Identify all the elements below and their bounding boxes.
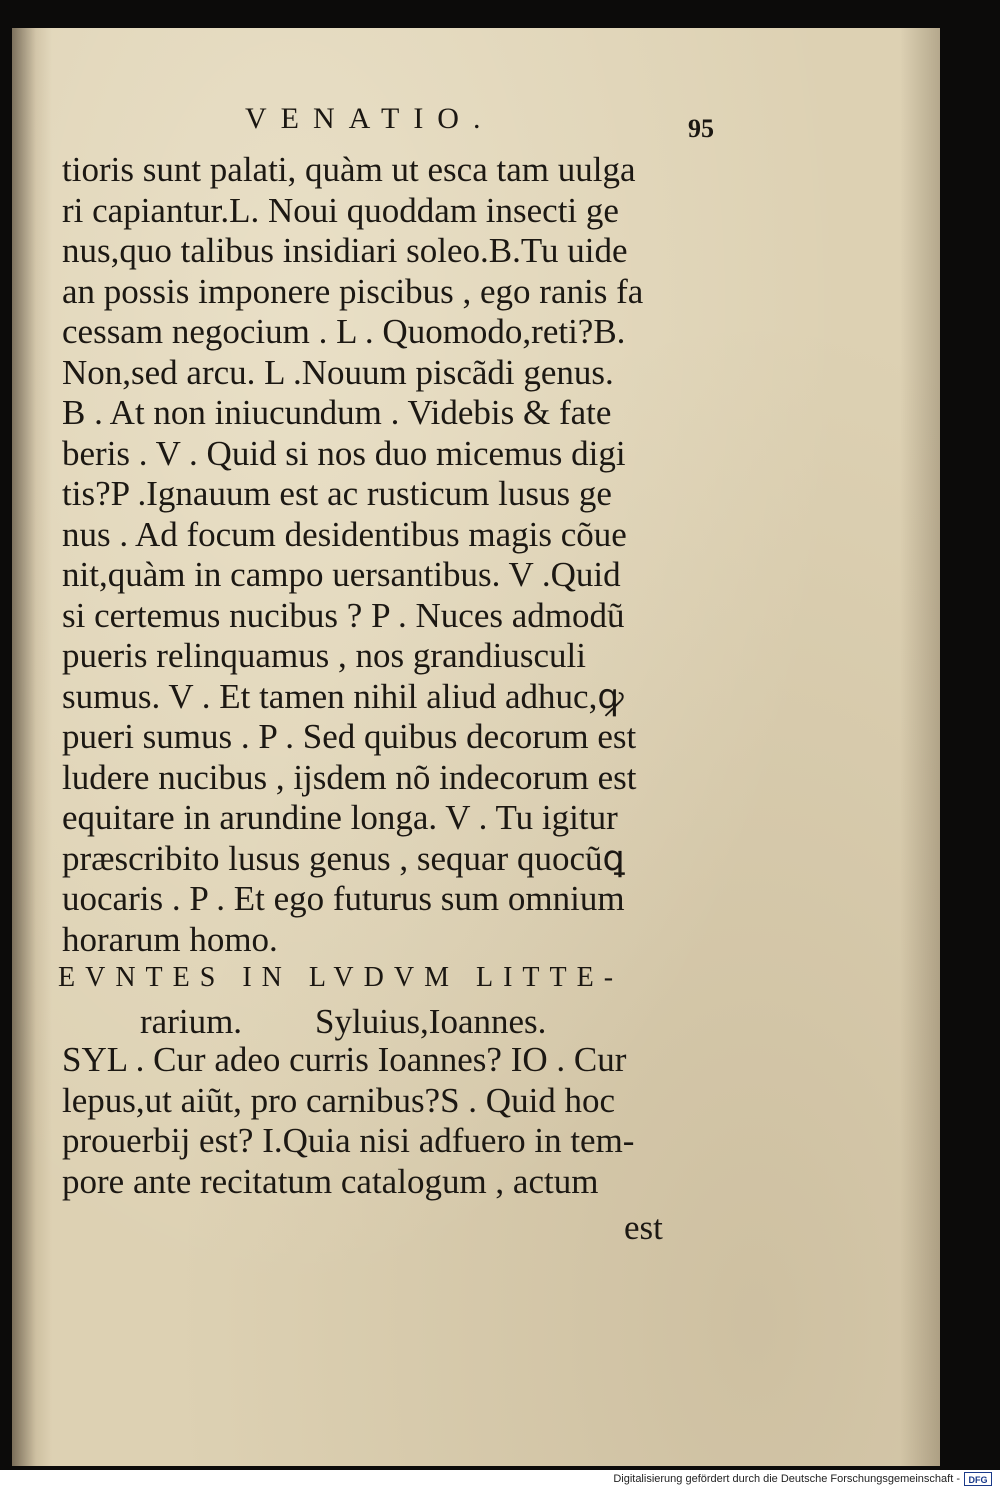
text-line: B . At non iniucundum . Videbis & fate bbox=[62, 393, 612, 432]
page-number: 95 bbox=[688, 114, 714, 143]
funding-credit: Digitalisierung gefördert durch die Deutsche Forschungsgemeinschaft - bbox=[613, 1473, 960, 1485]
catchword: est bbox=[624, 1208, 663, 1247]
section-heading-continuation: rarium. bbox=[140, 1002, 243, 1041]
speakers-list: Syluius,Ioannes. bbox=[315, 1002, 547, 1041]
text-line: lepus,ut aiũt, pro carnibus?S . Quid hoc bbox=[62, 1080, 616, 1120]
text-line: equitare in arundine longa. V . Tu igitur bbox=[62, 798, 618, 837]
text-line: pore ante recitatum catalogum , actum bbox=[62, 1161, 599, 1201]
text-line: tis?P .Ignauum est ac rusticum lusus ge bbox=[62, 474, 612, 513]
body-text bbox=[62, 150, 710, 960]
text-line: nus . Ad focum desidentibus magis cõue bbox=[62, 514, 627, 554]
page-edge-shadow bbox=[900, 28, 940, 1466]
section-text bbox=[62, 1040, 710, 1202]
text-line: cessam negocium . L . Quomodo,reti?B. bbox=[62, 312, 626, 351]
text-line: pueri sumus . P . Sed quibus decorum est bbox=[62, 717, 637, 756]
page-gutter-shadow bbox=[12, 28, 52, 1466]
text-line: horarum homo. bbox=[62, 919, 278, 959]
text-line: ri capiantur.L. Noui quoddam insecti ge bbox=[62, 190, 619, 230]
text-line: SYL . Cur adeo curris Ioannes? IO . Cur bbox=[62, 1040, 627, 1079]
text-line: si certemus nucibus ? P . Nuces admodũ bbox=[62, 595, 625, 635]
text-line: beris . V . Quid si nos duo micemus digi bbox=[62, 433, 626, 473]
text-line: Non,sed arcu. L .Nouum piscãdi genus. bbox=[62, 352, 614, 392]
text-line: sumus. V . Et tamen nihil aliud adhuc,ꝙ bbox=[62, 676, 624, 716]
running-head: VENATIO. bbox=[245, 102, 495, 135]
section-heading: EVNTES IN LVDVM LITTE- bbox=[58, 962, 624, 993]
text-line: pueris relinquamus , nos grandiusculi bbox=[62, 636, 586, 675]
digitization-footer bbox=[0, 1470, 1000, 1490]
text-line: uocaris . P . Et ego futurus sum omnium bbox=[62, 879, 625, 918]
text-line: præscribito lusus genus , sequar quocũꝗ bbox=[62, 838, 625, 878]
text-line: an possis imponere piscibus , ego ranis fa bbox=[62, 271, 644, 311]
text-line: ludere nucibus , ijsdem nõ indecorum est bbox=[62, 757, 637, 797]
text-line: nus,quo talibus insidiari soleo.B.Tu uide bbox=[62, 231, 628, 270]
text-line: tioris sunt palati, quàm ut esca tam uulga bbox=[62, 150, 636, 189]
dfg-logo: DFG bbox=[964, 1472, 992, 1486]
text-line: nit,quàm in campo uersantibus. V .Quid bbox=[62, 555, 621, 594]
text-line: prouerbij est? I.Quia nisi adfuero in tem- bbox=[62, 1121, 635, 1160]
